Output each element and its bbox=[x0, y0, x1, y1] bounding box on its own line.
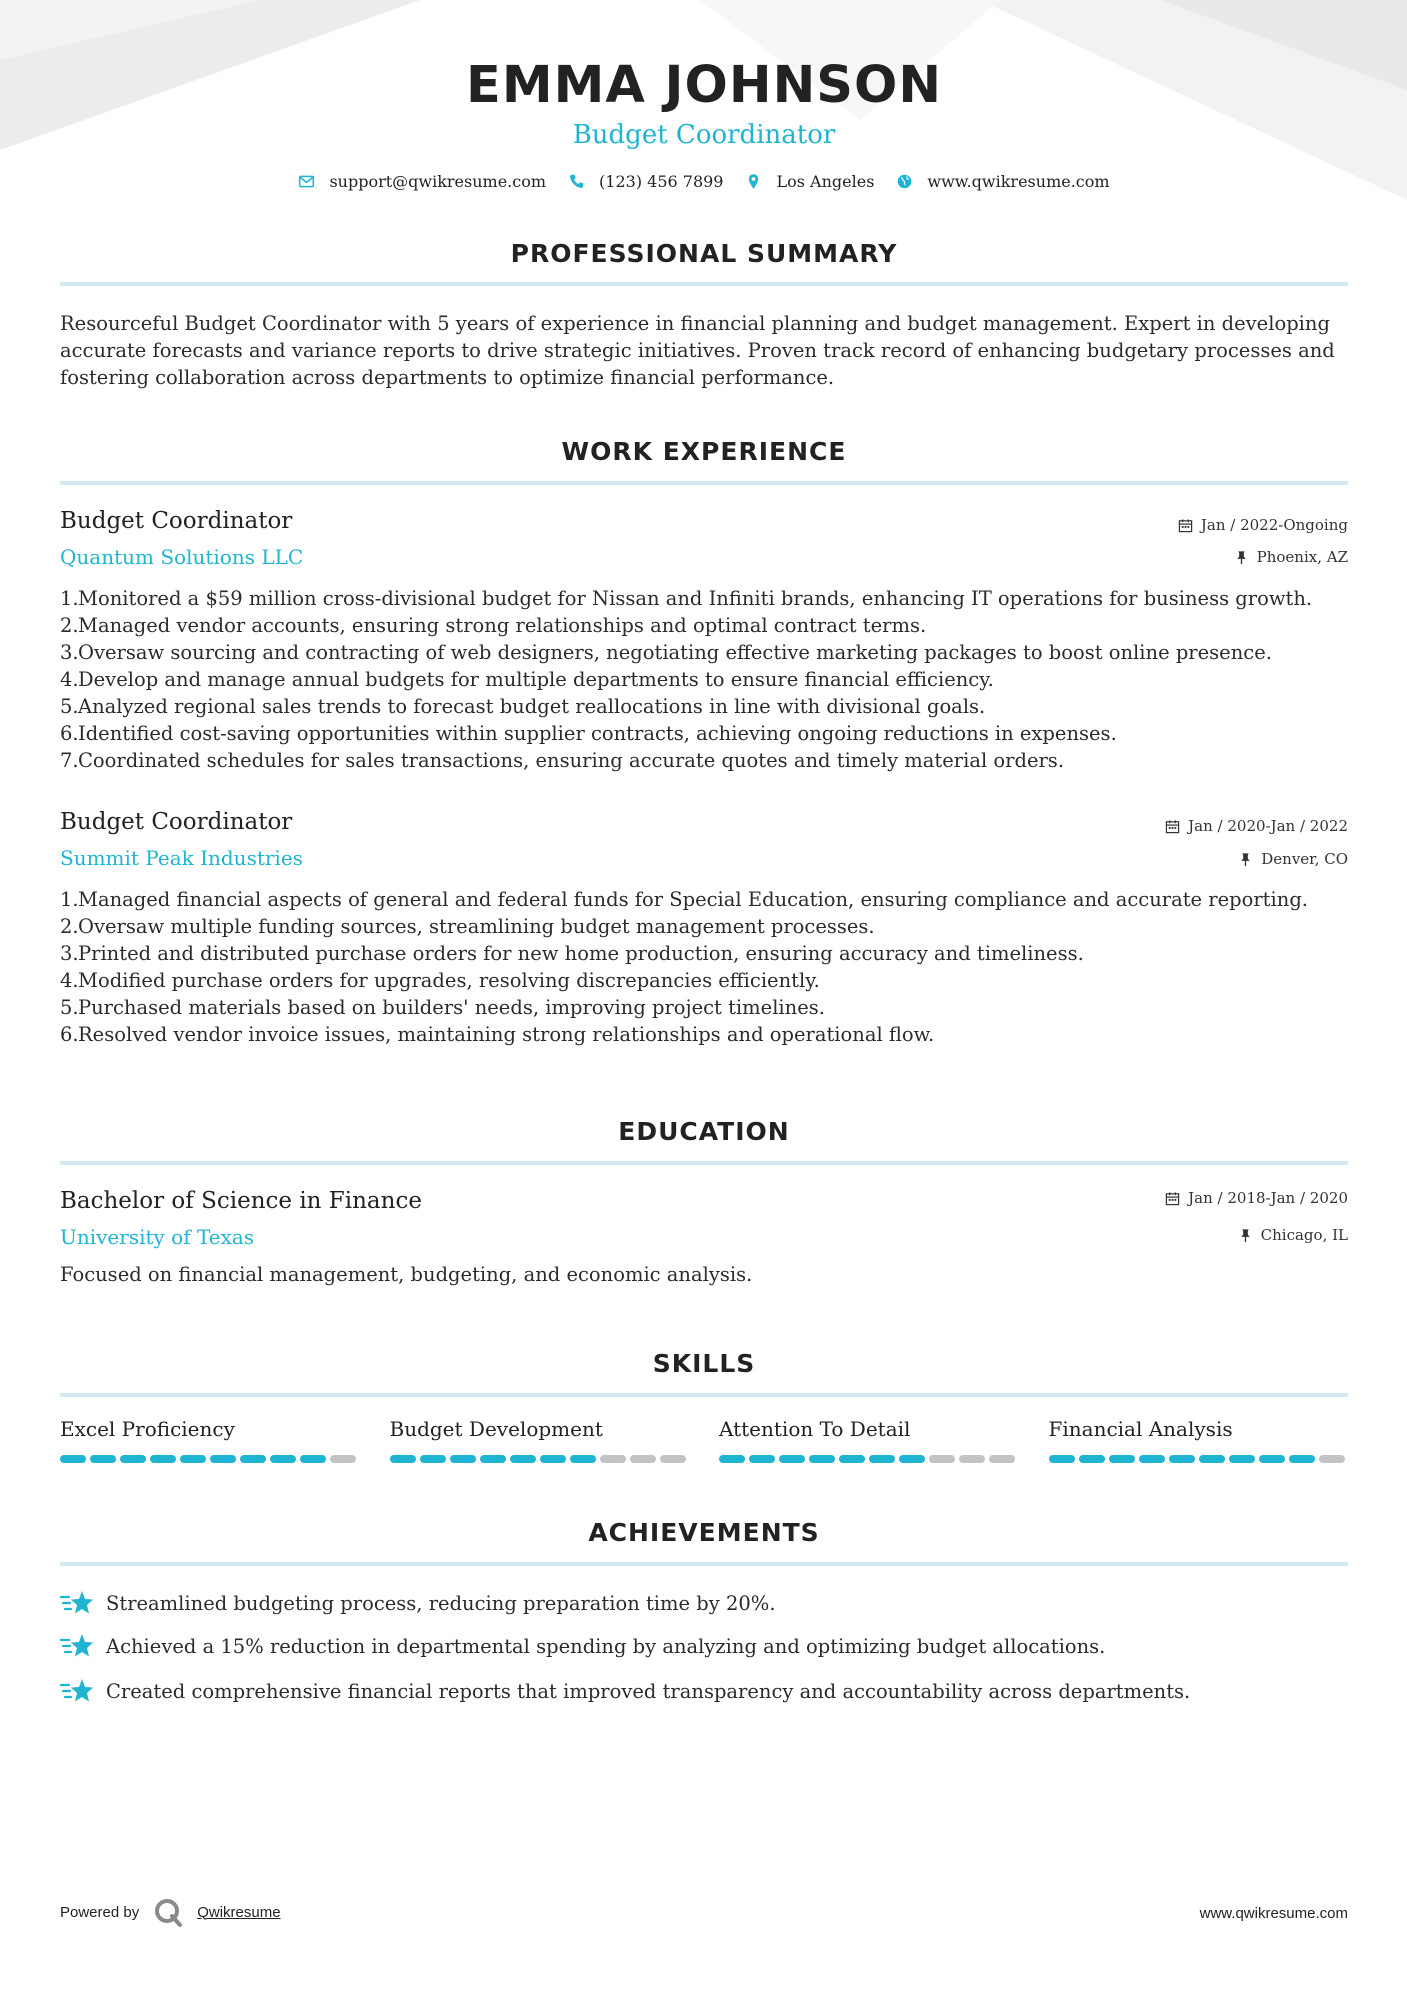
skill-label: Financial Analysis bbox=[1048, 1417, 1233, 1441]
skill-dot-filled bbox=[390, 1455, 416, 1463]
achievement-item bbox=[60, 1588, 1348, 1618]
skill-dot-filled bbox=[90, 1455, 116, 1463]
summary-line: Resourceful Budget Coordinator with 5 years of experience in financial planning and budget management. Expert in developing bbox=[60, 312, 1330, 335]
contact-email[interactable] bbox=[298, 172, 546, 191]
education-location bbox=[1238, 1226, 1348, 1244]
skill-dot-filled bbox=[270, 1455, 296, 1463]
skill-dot-empty bbox=[929, 1455, 955, 1463]
education-dates-text: Jan / 2018-Jan / 2020 bbox=[1188, 1189, 1348, 1207]
job-bullets bbox=[60, 585, 1348, 774]
skill-dot-filled bbox=[1109, 1455, 1135, 1463]
school-name: University of Texas bbox=[60, 1225, 255, 1249]
skill-label: Attention To Detail bbox=[719, 1417, 911, 1441]
skill-item bbox=[719, 1417, 1019, 1463]
degree-title: Bachelor of Science in Finance bbox=[60, 1188, 422, 1214]
experience-divider bbox=[60, 481, 1348, 485]
skill-dot-filled bbox=[749, 1455, 775, 1463]
skill-dot-filled bbox=[1139, 1455, 1165, 1463]
job-location-text: Denver, CO bbox=[1261, 850, 1348, 868]
summary-line: accurate forecasts and variance reports to drive strategic initiatives. Proven track record of enhancing budgetary processes and bbox=[60, 339, 1335, 362]
skill-item bbox=[390, 1417, 690, 1463]
job-bullets bbox=[60, 886, 1348, 1048]
contact-location bbox=[745, 172, 874, 191]
skill-dot-filled bbox=[450, 1455, 476, 1463]
skill-dot-filled bbox=[839, 1455, 865, 1463]
job-bullet: 5.Analyzed regional sales trends to forecast budget reallocations in line with divisional goals. bbox=[60, 695, 986, 718]
job-bullet: 4.Modified purchase orders for upgrades, resolving discrepancies efficiently. bbox=[60, 969, 820, 992]
skill-item bbox=[1049, 1417, 1349, 1463]
skill-dot-filled bbox=[570, 1455, 596, 1463]
education-dates bbox=[1165, 1189, 1348, 1207]
skill-dot-empty bbox=[660, 1455, 686, 1463]
achievement-text: Created comprehensive financial reports that improved transparency and accountability across departments. bbox=[106, 1679, 1191, 1703]
skill-label: Excel Proficiency bbox=[60, 1417, 235, 1441]
summary-divider bbox=[60, 282, 1348, 286]
skill-dot-filled bbox=[779, 1455, 805, 1463]
experience-heading: WORK EXPERIENCE bbox=[561, 437, 847, 466]
education-description: Focused on financial management, budgeting, and economic analysis. bbox=[60, 1263, 753, 1286]
map-pin-icon bbox=[745, 173, 762, 190]
powered-by-label: Powered by bbox=[60, 1903, 140, 1921]
job-bullet: 1.Monitored a $59 million cross-divisional budget for Nissan and Infiniti brands, enhancing IT operations for business growth. bbox=[60, 587, 1313, 610]
skill-dot-empty bbox=[989, 1455, 1015, 1463]
job-bullet: 6.Resolved vendor invoice issues, maintaining strong relationships and operational flow. bbox=[60, 1023, 935, 1046]
skill-dot-filled bbox=[1289, 1455, 1315, 1463]
skill-dot-filled bbox=[420, 1455, 446, 1463]
job-bullet: 4.Develop and manage annual budgets for multiple departments to ensure financial efficiency. bbox=[60, 668, 994, 691]
skill-dot-filled bbox=[1199, 1455, 1225, 1463]
job-title: Budget Coordinator bbox=[60, 508, 293, 534]
contact-email-text: support@qwikresume.com bbox=[329, 172, 547, 191]
star-icon bbox=[60, 1588, 94, 1618]
job-bullet: 1.Managed financial aspects of general and federal funds for Special Education, ensuring compliance and accurate reporting. bbox=[60, 888, 1308, 911]
phone-icon bbox=[568, 173, 585, 190]
job-location bbox=[1238, 850, 1348, 868]
company-name: Quantum Solutions LLC bbox=[60, 545, 304, 569]
pushpin-icon bbox=[1234, 550, 1249, 565]
skill-dot-empty bbox=[959, 1455, 985, 1463]
achievements-divider bbox=[60, 1562, 1348, 1566]
envelope-icon bbox=[298, 173, 315, 190]
contact-website[interactable] bbox=[896, 172, 1109, 191]
qwikresume-logo-icon bbox=[153, 1897, 183, 1927]
achievement-text: Streamlined budgeting process, reducing preparation time by 20%. bbox=[106, 1591, 776, 1615]
skill-dot-empty bbox=[330, 1455, 356, 1463]
achievements-heading: ACHIEVEMENTS bbox=[588, 1518, 820, 1547]
skill-dot-filled bbox=[150, 1455, 176, 1463]
job-bullet: 5.Purchased materials based on builders' needs, improving project timelines. bbox=[60, 996, 825, 1019]
pushpin-icon bbox=[1238, 852, 1253, 867]
job-dates-text: Jan / 2020-Jan / 2022 bbox=[1188, 817, 1348, 835]
skill-dot-filled bbox=[1259, 1455, 1285, 1463]
contact-location-text: Los Angeles bbox=[776, 172, 875, 191]
skill-dot-filled bbox=[120, 1455, 146, 1463]
job-bullet: 3.Printed and distributed purchase orders for new home production, ensuring accuracy and timeliness. bbox=[60, 942, 1084, 965]
skill-dot-filled bbox=[869, 1455, 895, 1463]
skill-rating bbox=[719, 1455, 1019, 1463]
skill-dot-filled bbox=[1229, 1455, 1255, 1463]
skill-label: Budget Development bbox=[389, 1417, 603, 1441]
skill-dot-filled bbox=[300, 1455, 326, 1463]
skill-rating bbox=[390, 1455, 690, 1463]
summary-heading: PROFESSIONAL SUMMARY bbox=[510, 239, 898, 268]
job-bullet: 6.Identified cost-saving opportunities within supplier contracts, achieving ongoing reductions in expenses. bbox=[60, 722, 1117, 745]
calendar-icon bbox=[1165, 1191, 1180, 1206]
skill-dot-filled bbox=[240, 1455, 266, 1463]
company-name: Summit Peak Industries bbox=[60, 846, 303, 870]
qwikresume-link[interactable]: Qwikresume bbox=[197, 1903, 281, 1921]
job-dates-text: Jan / 2022-Ongoing bbox=[1200, 516, 1348, 534]
skills-divider bbox=[60, 1393, 1348, 1397]
job-dates bbox=[1178, 516, 1348, 534]
contact-website-text: www.qwikresume.com bbox=[927, 172, 1110, 191]
job-dates bbox=[1165, 817, 1348, 835]
calendar-icon bbox=[1178, 518, 1193, 533]
job-bullet: 2.Managed vendor accounts, ensuring strong relationships and optimal contract terms. bbox=[60, 614, 927, 637]
skill-dot-filled bbox=[540, 1455, 566, 1463]
footer-website[interactable]: www.qwikresume.com bbox=[1199, 1905, 1348, 1922]
achievement-item bbox=[60, 1631, 1348, 1661]
candidate-title: Budget Coordinator bbox=[572, 120, 836, 150]
achievement-item bbox=[60, 1676, 1348, 1706]
summary-text bbox=[60, 310, 1348, 391]
footer-powered-by bbox=[60, 1897, 281, 1927]
skill-dot-filled bbox=[899, 1455, 925, 1463]
contact-phone-text: (123) 456 7899 bbox=[599, 172, 724, 191]
job-bullet: 2.Oversaw multiple funding sources, streamlining budget management processes. bbox=[60, 915, 875, 938]
education-location-text: Chicago, IL bbox=[1260, 1226, 1348, 1244]
skill-dot-empty bbox=[630, 1455, 656, 1463]
education-heading: EDUCATION bbox=[618, 1117, 790, 1146]
contact-phone[interactable] bbox=[568, 172, 723, 191]
skill-dot-filled bbox=[719, 1455, 745, 1463]
star-icon bbox=[60, 1631, 94, 1661]
skill-dot-filled bbox=[180, 1455, 206, 1463]
skill-dot-empty bbox=[1319, 1455, 1345, 1463]
skill-dot-filled bbox=[60, 1455, 86, 1463]
skill-dot-filled bbox=[210, 1455, 236, 1463]
job-bullet: 3.Oversaw sourcing and contracting of web designers, negotiating effective marketing packages to boost online presence. bbox=[60, 641, 1272, 664]
skill-dot-filled bbox=[1079, 1455, 1105, 1463]
skill-dot-filled bbox=[480, 1455, 506, 1463]
globe-icon bbox=[896, 173, 913, 190]
job-location-text: Phoenix, AZ bbox=[1256, 548, 1348, 566]
achievement-text: Achieved a 15% reduction in departmental spending by analyzing and optimizing budget allocations. bbox=[106, 1634, 1106, 1658]
candidate-name: EMMA JOHNSON bbox=[465, 56, 943, 115]
summary-line: fostering collaboration across departments to optimize financial performance. bbox=[60, 366, 835, 389]
pushpin-icon bbox=[1238, 1228, 1253, 1243]
education-divider bbox=[60, 1161, 1348, 1165]
job-title: Budget Coordinator bbox=[60, 809, 293, 835]
contact-bar bbox=[60, 172, 1348, 191]
skill-rating bbox=[1049, 1455, 1349, 1463]
skill-dot-empty bbox=[600, 1455, 626, 1463]
skills-list bbox=[60, 1417, 1348, 1463]
job-location bbox=[1234, 548, 1348, 566]
job-bullet: 7.Coordinated schedules for sales transactions, ensuring accurate quotes and timely material orders. bbox=[60, 749, 1065, 772]
skills-heading: SKILLS bbox=[652, 1349, 756, 1378]
calendar-icon bbox=[1165, 819, 1180, 834]
skill-dot-filled bbox=[1049, 1455, 1075, 1463]
skill-item bbox=[60, 1417, 360, 1463]
skill-dot-filled bbox=[809, 1455, 835, 1463]
star-icon bbox=[60, 1676, 94, 1706]
skill-dot-filled bbox=[1169, 1455, 1195, 1463]
skill-rating bbox=[60, 1455, 360, 1463]
skill-dot-filled bbox=[510, 1455, 536, 1463]
